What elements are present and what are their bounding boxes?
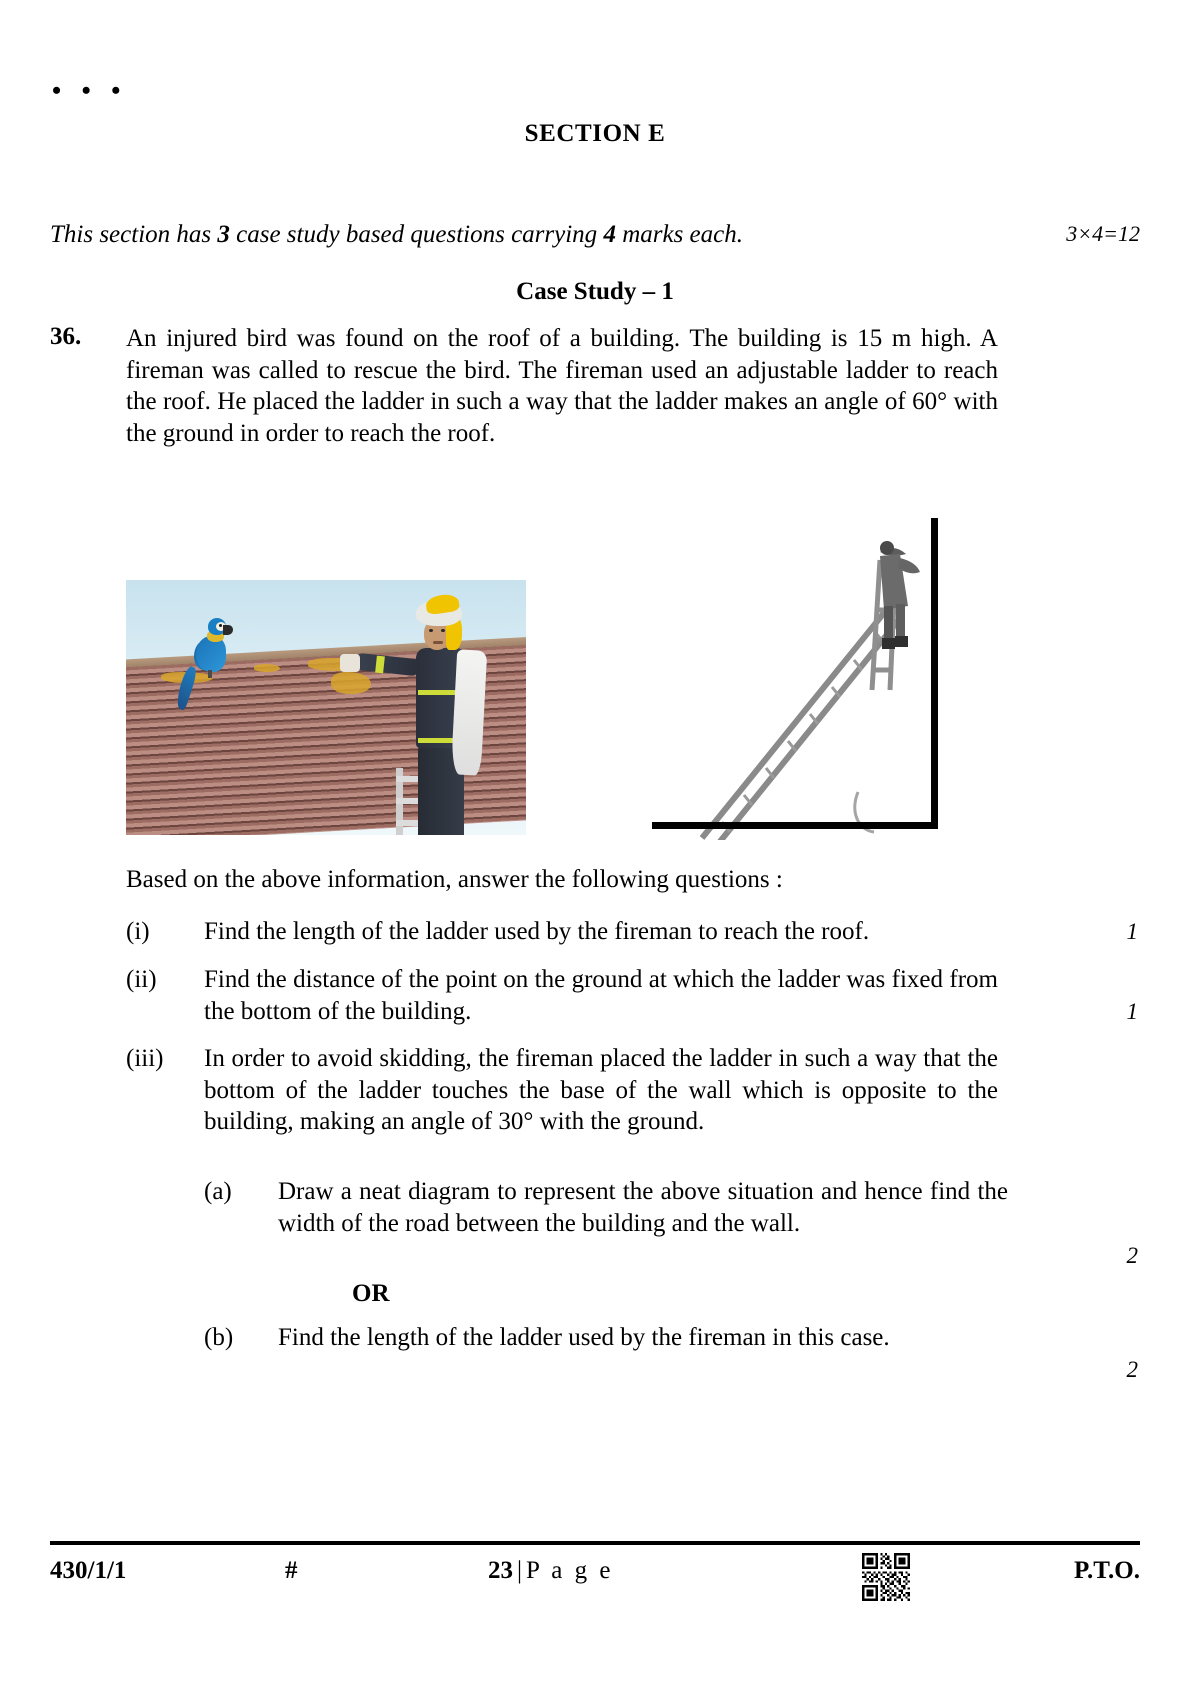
subitem-text: Find the length of the ladder used by the fireman in this case. bbox=[278, 1324, 890, 1351]
figures-row bbox=[126, 500, 938, 840]
fireman-white-towel bbox=[451, 649, 488, 775]
section-marks-total: 3×4=12 bbox=[1066, 221, 1140, 246]
page-footer bbox=[50, 1553, 1140, 1609]
subitem-label: (a) bbox=[204, 1178, 232, 1205]
question-item-ii bbox=[126, 964, 1138, 1027]
pto-label: P.T.O. bbox=[1074, 1557, 1140, 1584]
question-item-iii bbox=[126, 1043, 1138, 1138]
hash-marker: # bbox=[285, 1557, 298, 1584]
section-instruction bbox=[50, 221, 1140, 249]
page-separator: | bbox=[517, 1557, 523, 1584]
fireman-glove bbox=[340, 654, 360, 672]
item-text: Find the length of the ladder used by the fireman to reach the roof. bbox=[204, 918, 870, 945]
subitem-label: (b) bbox=[204, 1324, 234, 1351]
fireman-figure bbox=[388, 598, 508, 835]
roof-moss bbox=[254, 664, 280, 672]
instruction-part-3: marks each. bbox=[615, 221, 743, 248]
question-number: 36. bbox=[50, 323, 82, 350]
diagram-ladder-rails bbox=[702, 608, 902, 840]
question-subitem-a bbox=[204, 1176, 1138, 1268]
paper-code: 430/1/1 bbox=[50, 1557, 127, 1584]
item-label: (ii) bbox=[126, 966, 157, 993]
fireman-mouth bbox=[433, 641, 443, 644]
instruction-bold-marks: 4 bbox=[603, 221, 616, 248]
item-text: In order to avoid skidding, the fireman placed the ladder in such a way that the bottom of the ladder touches the base of the wall which is opposite to the building, making an angle of 30° with the ground. bbox=[204, 1045, 998, 1135]
item-marks: 1 bbox=[1126, 919, 1138, 944]
diagram-frame-ground bbox=[652, 822, 938, 829]
diagram-ladder-rungs bbox=[722, 633, 884, 832]
fireman-eye bbox=[441, 629, 445, 632]
bird-foot bbox=[208, 670, 212, 678]
ladder-diagram bbox=[644, 500, 938, 840]
page-number-block bbox=[488, 1557, 613, 1585]
qr-code-icon bbox=[862, 1553, 910, 1601]
item-text: Find the distance of the point on the ground at which the ladder was fixed from the bottom of the building. bbox=[204, 966, 998, 1025]
bird-eye bbox=[219, 624, 222, 627]
question-item-i bbox=[126, 916, 1138, 948]
question-stem: An injured bird was found on the roof of a building. The building is 15 m high. A fireman was called to rescue the bird. The fireman used an adjustable ladder to reach the roof. He placed the ladder in such a way that the ladder makes an angle of 60° with the ground in order to reach the roof. bbox=[126, 325, 998, 447]
top-dots-marker: • • • bbox=[52, 76, 128, 105]
instruction-part-1: This section has bbox=[50, 221, 218, 248]
question-lead-in: Based on the above information, answer the following questions : bbox=[126, 866, 783, 893]
subitem-marks: 2 bbox=[1126, 1243, 1138, 1268]
fireman-eye bbox=[429, 629, 433, 632]
bird-beak bbox=[223, 625, 233, 635]
ladder-diagram-svg bbox=[644, 500, 938, 840]
page-number: 23 bbox=[488, 1557, 513, 1584]
subitem-marks: 2 bbox=[1126, 1357, 1138, 1382]
question-subitem-b bbox=[204, 1322, 1138, 1382]
diagram-climber bbox=[880, 541, 920, 649]
item-label: (i) bbox=[126, 918, 150, 945]
instruction-bold-count: 3 bbox=[217, 221, 230, 248]
item-label: (iii) bbox=[126, 1045, 164, 1072]
page-title: SECTION E bbox=[524, 120, 666, 147]
roof-moss bbox=[331, 672, 371, 694]
macaw-bird bbox=[180, 618, 242, 708]
case-study-title: Case Study – 1 bbox=[516, 278, 674, 305]
or-separator: OR bbox=[352, 1280, 390, 1307]
diagram-frame-right-wall bbox=[931, 518, 938, 824]
footer-divider bbox=[50, 1541, 1140, 1545]
item-marks: 1 bbox=[1126, 999, 1138, 1024]
page-word: P a g e bbox=[526, 1557, 614, 1584]
bird-on-roof-photo bbox=[126, 580, 526, 835]
subitem-text: Draw a neat diagram to represent the above situation and hence find the width of the road between the building and the wall. bbox=[278, 1178, 1008, 1237]
instruction-part-2: case study based questions carrying bbox=[229, 221, 604, 248]
